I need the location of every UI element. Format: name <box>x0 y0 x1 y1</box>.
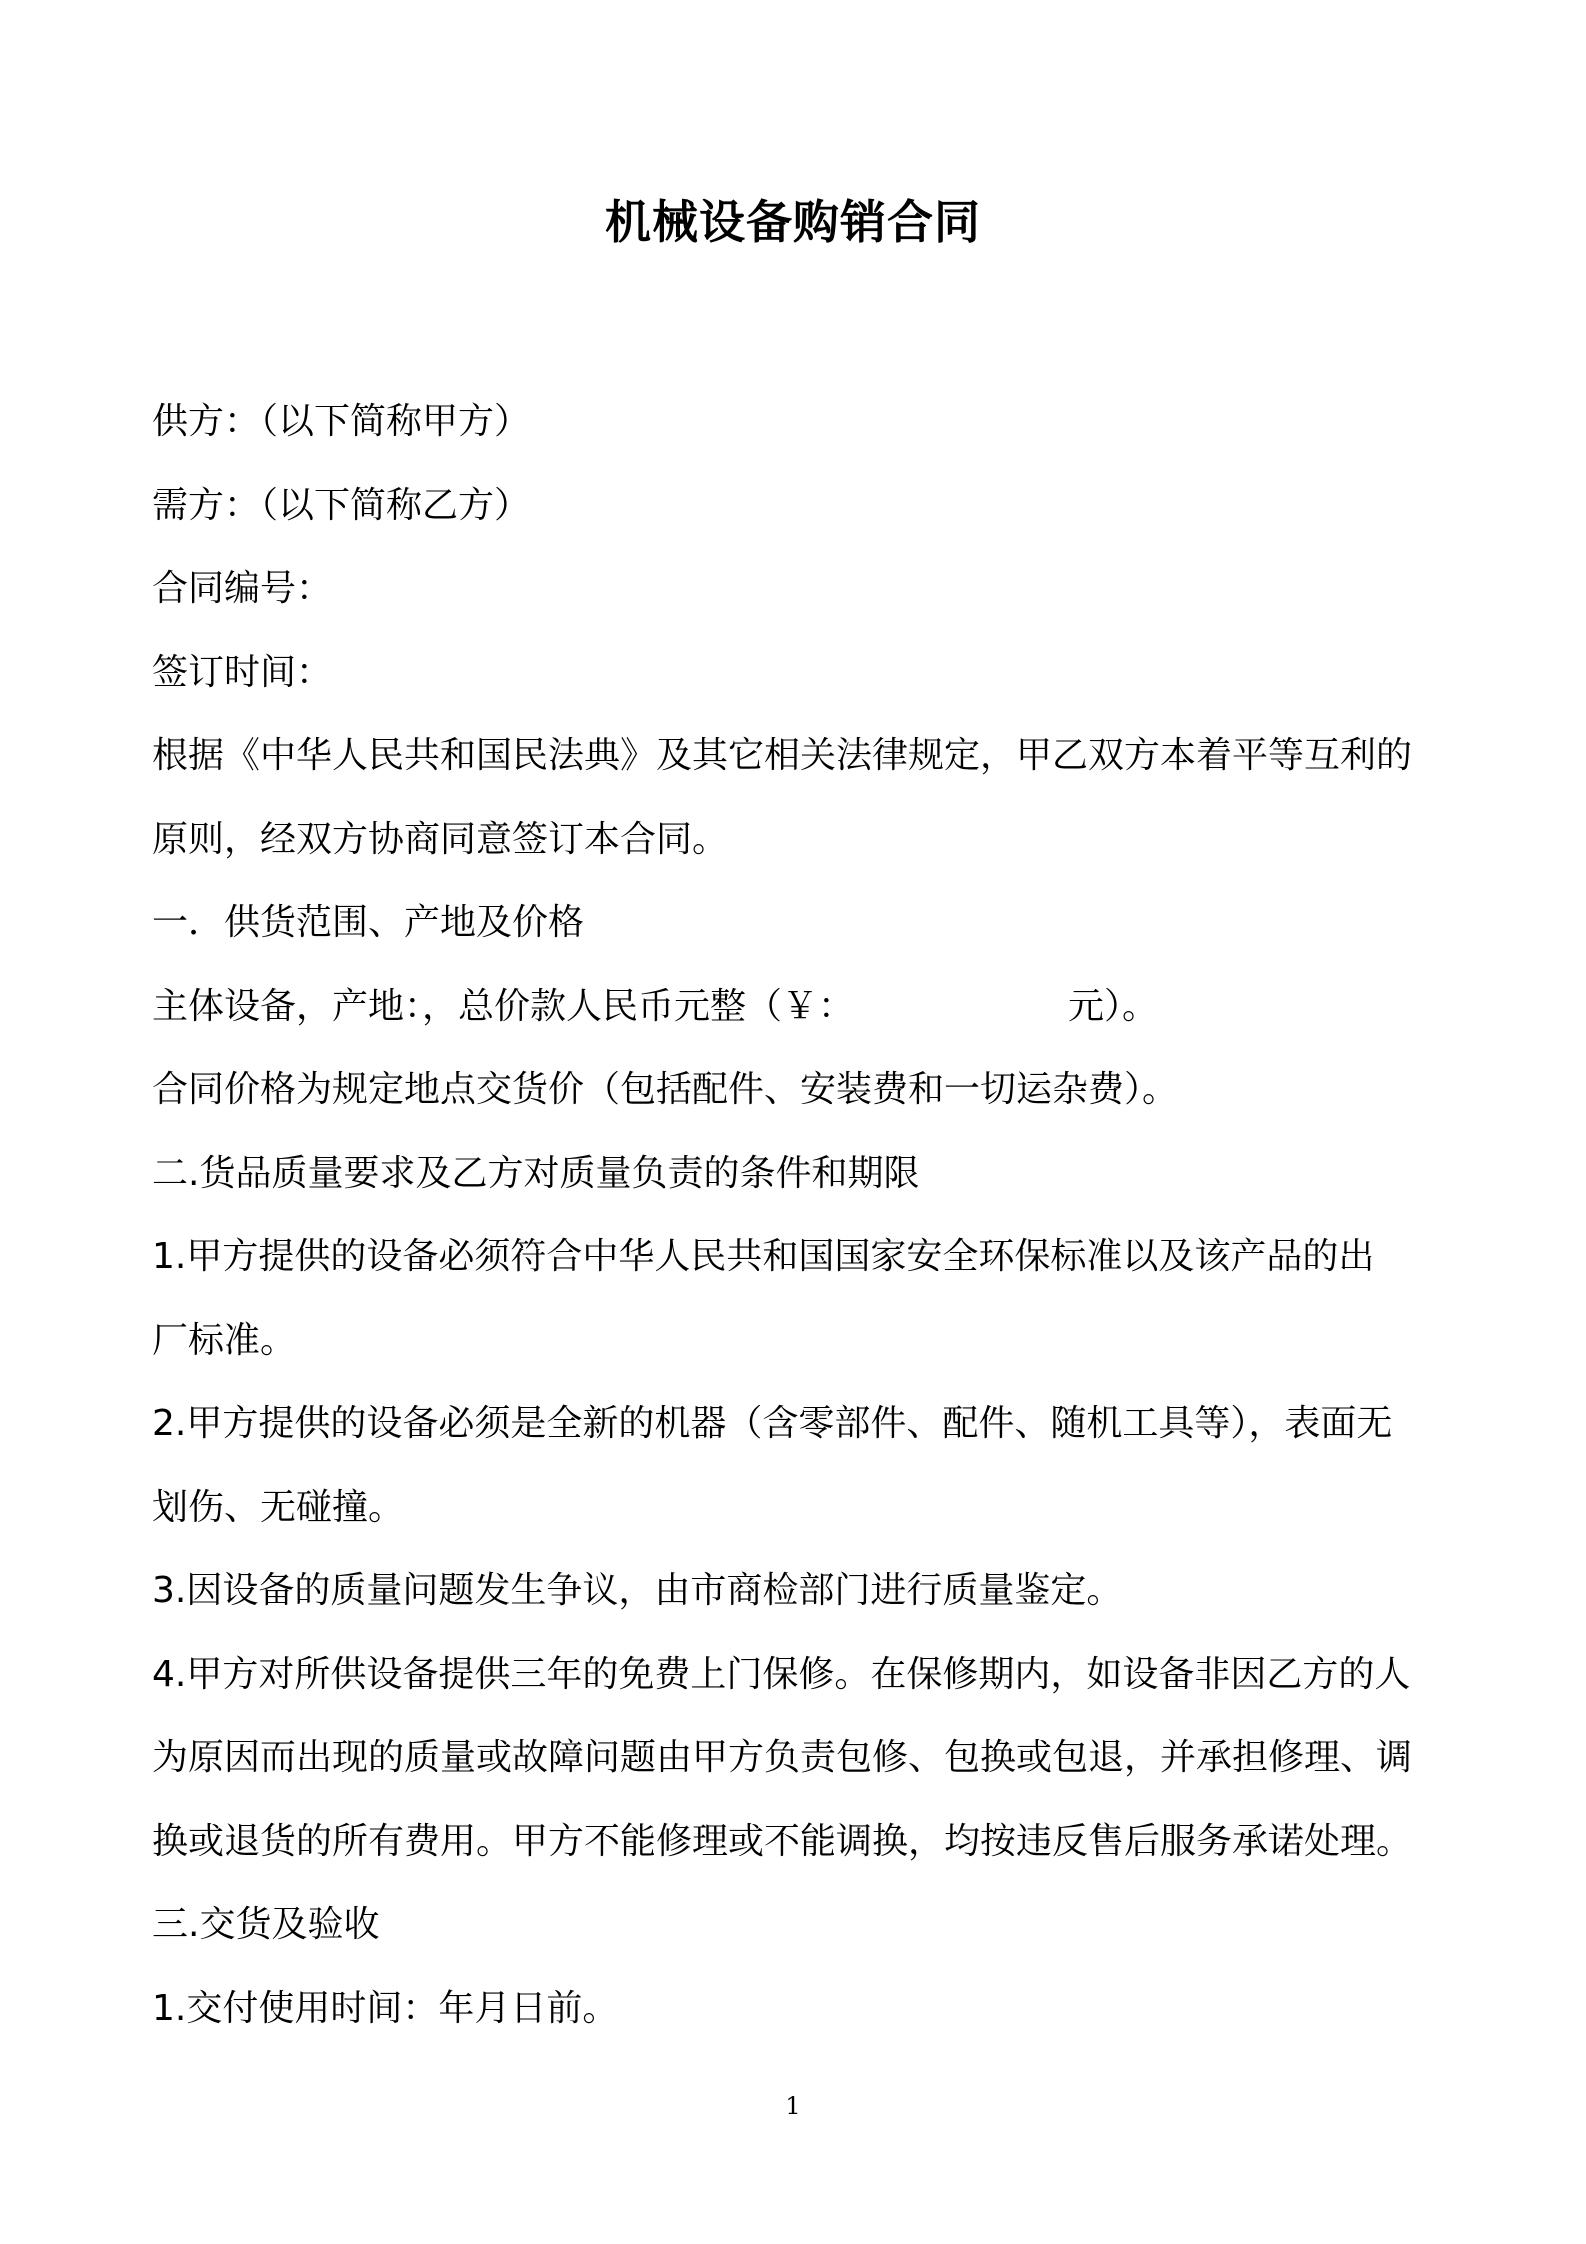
section-1-price-terms: 合同价格为规定地点交货价（包括配件、安装费和一切运杂费）。 <box>152 1069 1179 1110</box>
price-prefix: 主体设备，产地：，总价款人民币元整（￥： <box>152 985 855 1027</box>
page-title: 机械设备购销合同 <box>605 195 981 249</box>
section-2-heading: 二.货品质量要求及乙方对质量负责的条件和期限 <box>152 1152 920 1194</box>
section-1-price-line <box>152 965 1452 1049</box>
page-number: 1 <box>785 2092 801 2120</box>
section-2-item-4-line-1: 4.甲方对所供设备提供三年的免费上门保修。在保修期内，如设备非因乙方的人 <box>152 1653 1411 1695</box>
section-2-item-3: 3.因设备的质量问题发生争议，由市商检部门进行质量鉴定。 <box>152 1570 1123 1611</box>
section-2-item-2-line-1: 2.甲方提供的设备必须是全新的机器（含零部件、配件、随机工具等），表面无 <box>152 1403 1393 1444</box>
document-body <box>152 380 1452 2050</box>
section-2-item-1-line-2: 厂标准。 <box>152 1319 297 1361</box>
sign-date-line: 签订时间： <box>152 651 333 693</box>
buyer-line: 需方：（以下简称乙方） <box>152 484 531 526</box>
section-3-heading: 三.交货及验收 <box>152 1904 380 1945</box>
section-2-item-4-line-3: 换或退货的所有费用。甲方不能修理或不能调换，均按违反售后服务承诺处理。 <box>152 1820 1413 1862</box>
section-3-item-1: 1.交付使用时间：年月日前。 <box>152 1987 619 2029</box>
supplier-line: 供方：（以下简称甲方） <box>152 401 531 442</box>
preamble-line-2: 原则，经双方协商同意签订本合同。 <box>152 818 729 860</box>
section-1-heading: 一．供货范围、产地及价格 <box>152 902 585 943</box>
section-2-item-1-line-1: 1.甲方提供的设备必须符合中华人民共和国国家安全环保标准以及该产品的出 <box>152 1236 1375 1277</box>
preamble-line-1: 根据《中华人民共和国民法典》及其它相关法律规定，甲乙双方本着平等互利的 <box>152 735 1413 776</box>
price-suffix: 元）。 <box>1068 985 1159 1027</box>
section-2-item-2-line-2: 划伤、无碰撞。 <box>152 1486 405 1528</box>
section-2-item-4-line-2: 为原因而出现的质量或故障问题由甲方负责包修、包换或包退，并承担修理、调 <box>152 1737 1413 1778</box>
contract-number-line: 合同编号： <box>152 568 333 609</box>
